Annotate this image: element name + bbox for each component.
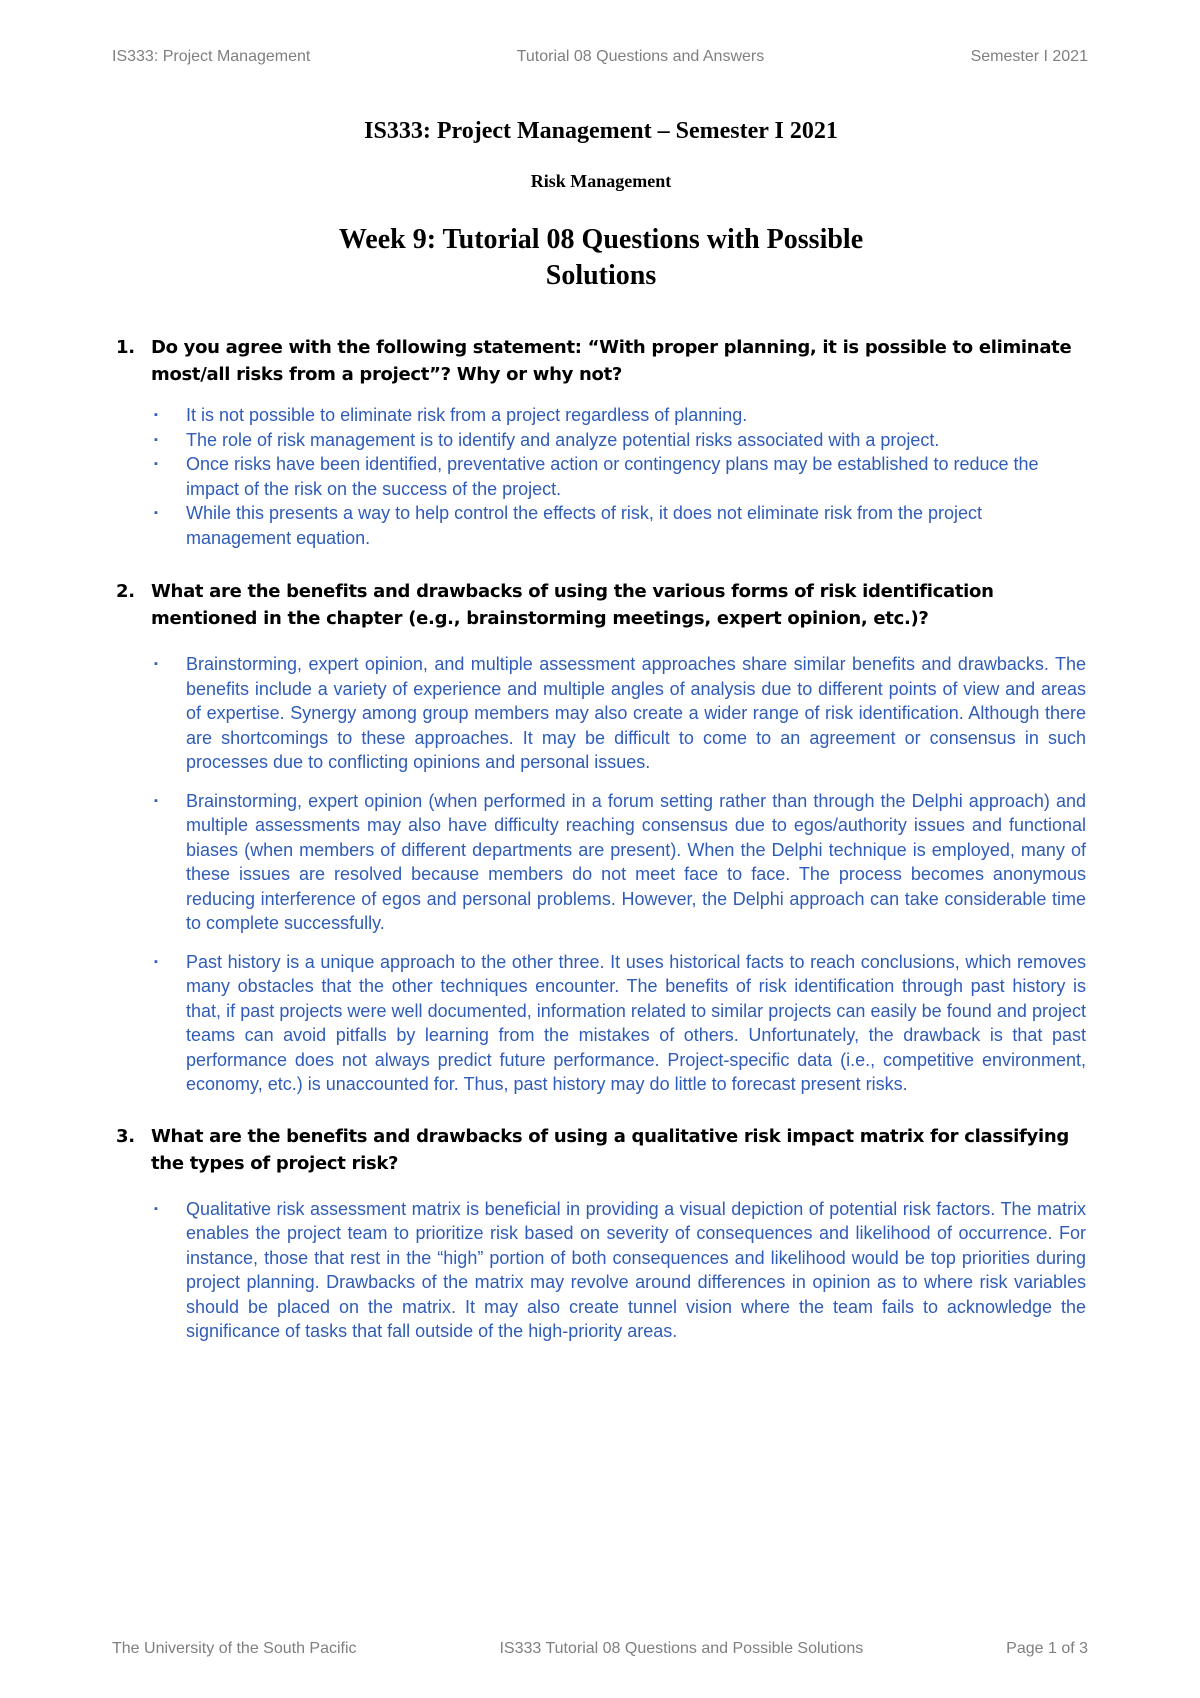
- answer-list: [116, 652, 1086, 1097]
- question-text: Do you agree with the following statement: “With proper planning, it is possible to eliminate most/all risks from a project”? Why or why not?: [151, 337, 1072, 385]
- question-2-section: [116, 578, 1086, 1097]
- header-tutorial: Tutorial 08 Questions and Answers: [516, 48, 765, 65]
- answer-list: [116, 403, 1086, 550]
- footer-page-number: Page 1 of 3: [1006, 1640, 1088, 1657]
- bullet-square-icon: ▪: [154, 794, 158, 807]
- question-number: 2.: [116, 581, 135, 602]
- page-header: [112, 48, 1088, 66]
- bullet-square-icon: ▪: [154, 458, 158, 470]
- answer-text: Once risks have been identified, preventative action or contingency plans may be established to reduce the impact of the risk on the success of the project.: [186, 454, 1039, 499]
- question-1: [116, 334, 1086, 388]
- question-number: 1.: [116, 337, 135, 358]
- answer-text: It is not possible to eliminate risk from a project regardless of planning.: [186, 405, 748, 425]
- question-2: [116, 578, 1086, 632]
- question-3: [116, 1123, 1086, 1177]
- answer-item: [116, 950, 1086, 1097]
- answer-text: While this presents a way to help control the effects of risk, it does not eliminate risk from the project management equation.: [186, 503, 983, 548]
- answer-list: [116, 1197, 1086, 1344]
- answer-item: [116, 428, 1086, 453]
- bullet-square-icon: ▪: [154, 955, 158, 968]
- answer-item: [116, 652, 1086, 775]
- answer-text: Qualitative risk assessment matrix is beneficial in providing a visual depiction of potential risk factors. The matrix enables the project team to prioritize risk based on severity of consequences and likelihood of occurrence. For instance, those that rest in the “high” portion of both consequences and likelihood would be top priorities during project planning. Drawbacks of the matrix may revolve around differences in opinion as to where risk variables should be placed on the matrix. It may also create tunnel vision where the team fails to acknowledge the significance of tasks that fall outside of the high-priority areas.: [186, 1198, 1086, 1341]
- answer-text: Brainstorming, expert opinion (when performed in a forum setting rather than through the Delphi approach) and multiple assessments may also have difficulty reaching consensus due to egos/authority issues and functional biases (when members of different departments are present). When the Delphi technique is employed, many of these issues are resolved because members do not meet face to face. The process becomes anonymous reducing interference of egos and personal problems. However, the Delphi approach can take considerable time to complete successfully.: [186, 790, 1086, 933]
- document-topic: Risk Management: [530, 171, 672, 191]
- question-text: What are the benefits and drawbacks of using the various forms of risk identification mentioned in the chapter (e.g., brainstorming meetings, expert opinion, etc.)?: [151, 581, 994, 629]
- header-semester: Semester I 2021: [970, 48, 1088, 65]
- bullet-square-icon: ▪: [154, 507, 158, 519]
- bullet-square-icon: ▪: [154, 409, 158, 421]
- question-text: What are the benefits and drawbacks of using a qualitative risk impact matrix for classifying the types of project risk?: [151, 1125, 1069, 1174]
- answer-item: [116, 452, 1086, 501]
- bullet-square-icon: ▪: [154, 658, 158, 670]
- answer-item: [116, 501, 1086, 550]
- question-1-section: [116, 334, 1086, 550]
- answer-text: Past history is a unique approach to the other three. It uses historical facts to reach conclusions, which removes many obstacles that the other techniques encounter. The benefits of risk identification through past history is that, if past projects were well documented, information related to similar projects can easily be found and project teams can avoid pitfalls by learning from the mistakes of others. Unfortunately, the drawback is that past performance does not always predict future performance. Project-specific data (i.e., competitive environment, economy, etc.) is unaccounted for. Thus, past history may do little to forecast present risks.: [186, 951, 1086, 1094]
- page-footer: [112, 1640, 1088, 1658]
- question-number: 3.: [116, 1125, 135, 1147]
- footer-document-title: IS333 Tutorial 08 Questions and Possible Solutions: [499, 1640, 864, 1657]
- document-week-heading: Week 9: Tutorial 08 Questions with Possible Solutions: [338, 224, 864, 291]
- answer-text: The role of risk management is to identify and analyze potential risks associated with a project.: [186, 429, 940, 450]
- bullet-square-icon: ▪: [154, 1202, 158, 1215]
- header-course: IS333: Project Management: [112, 48, 311, 65]
- answer-item: [116, 1197, 1086, 1344]
- document-title: IS333: Project Management – Semester I 2021: [364, 118, 838, 144]
- question-3-section: [116, 1123, 1086, 1344]
- answer-item: [116, 789, 1086, 936]
- answer-text: Brainstorming, expert opinion, and multiple assessment approaches share similar benefits and drawbacks. The benefits include a variety of experience and multiple angles of analysis due to different points of view and areas of expertise. Synergy among group members may also create a wider range of risk identification. Although there are shortcomings to these approaches. It may be difficult to come to an agreement or consensus in such processes due to conflicting opinions and personal issues.: [186, 654, 1086, 772]
- footer-university: The University of the South Pacific: [112, 1640, 357, 1657]
- bullet-square-icon: ▪: [154, 433, 158, 446]
- answer-item: [116, 403, 1086, 428]
- document-body: [116, 110, 1086, 1344]
